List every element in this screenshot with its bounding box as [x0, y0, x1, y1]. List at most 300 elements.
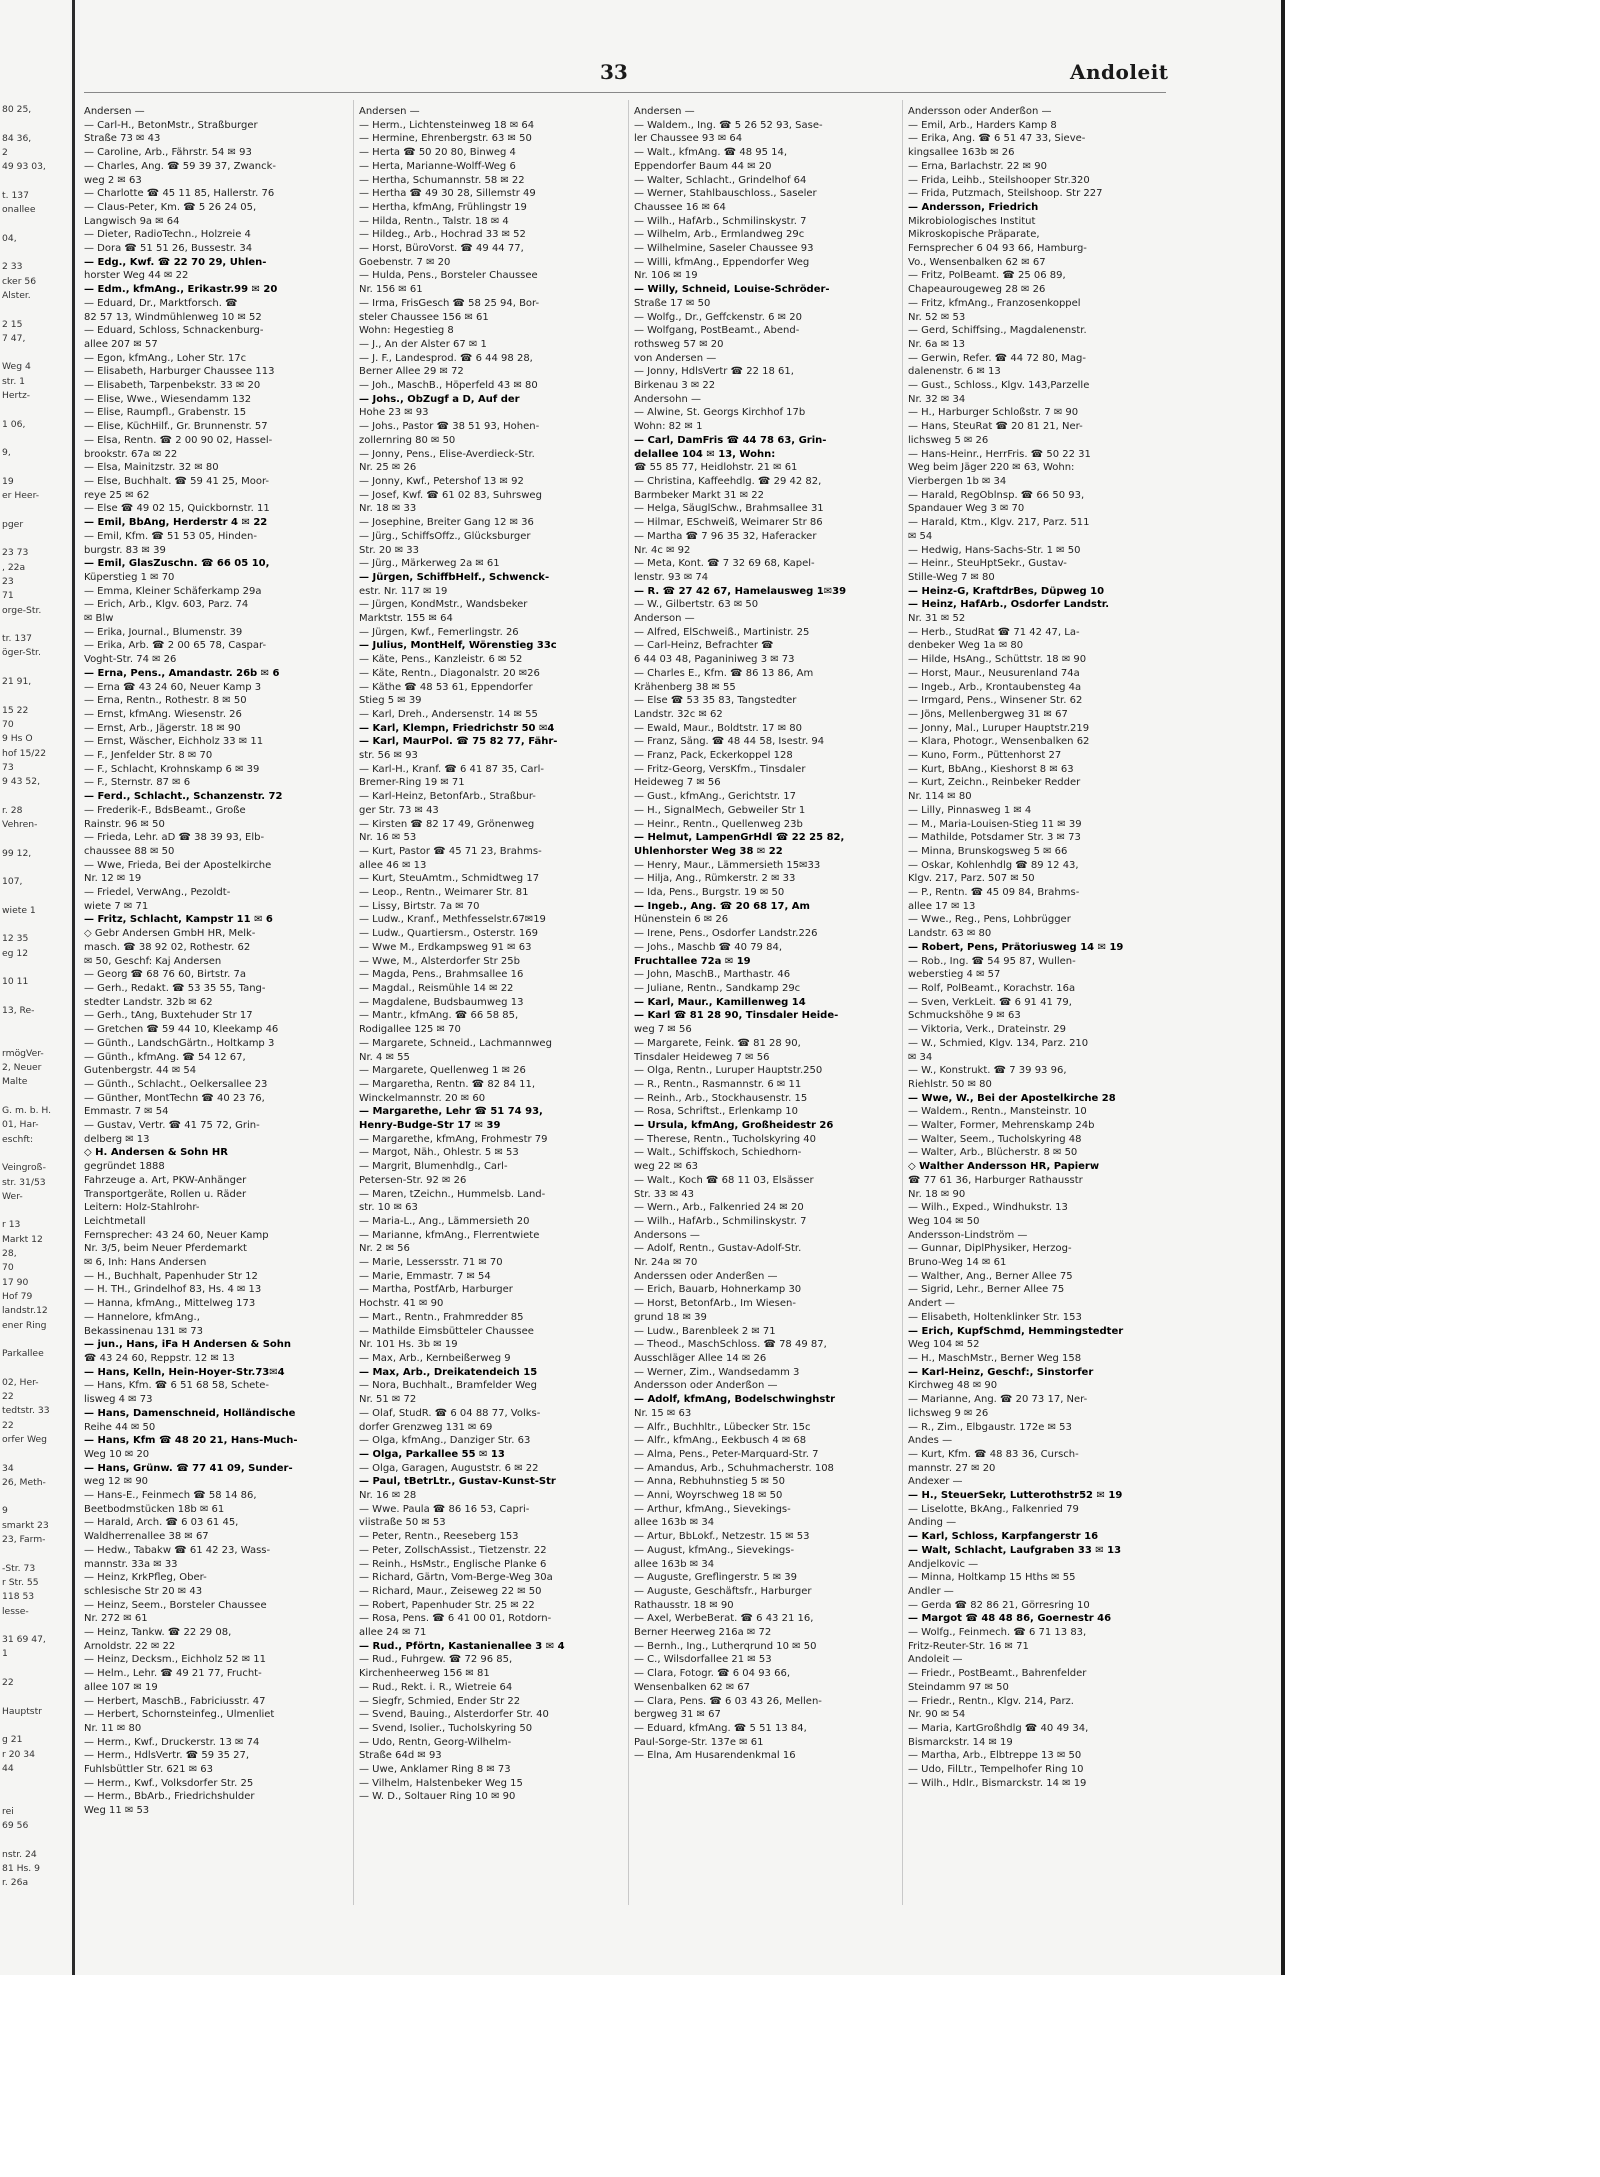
directory-entry: reye 25 ✉ 62: [84, 489, 150, 501]
directory-entry: Andersson oder Anderßon —: [908, 106, 1052, 117]
directory-entry: Andoleit —: [908, 1654, 963, 1666]
directory-entry: — Helm., Lehr. ☎ 49 21 77, Frucht-: [84, 1668, 262, 1680]
directory-entry: — Caroline, Arb., Fährstr. 54 ✉ 93: [84, 147, 252, 159]
directory-entry: ✉ 50, Geschf: Kaj Andersen: [84, 955, 222, 967]
directory-entry: schlesische Str 20 ✉ 43: [84, 1585, 203, 1597]
directory-entry: — Karl-Heinz, Geschf:, Sinstorfer: [908, 1366, 1094, 1378]
directory-entry: — Rosa, Schriftst., Erlenkamp 10: [634, 1106, 798, 1118]
directory-entry: — W., Gilbertstr. 63 ✉ 50: [634, 599, 759, 611]
directory-entry: — Herm., Kwf., Druckerstr. 13 ✉ 74: [84, 1736, 260, 1748]
directory-entry: — Emil, Arb., Harders Kamp 8: [908, 119, 1057, 131]
directory-entry: — Edg., Kwf. ☎ 22 70 29, Uhlen-: [84, 256, 267, 268]
directory-entry: — Walter, Schlacht., Grindelhof 64: [634, 174, 807, 186]
directory-entry: — Richard, Gärtn, Vom-Berge-Weg 30a: [359, 1572, 553, 1584]
gutter-fragment: 23, Farm-: [2, 1535, 46, 1545]
directory-entry: Str. 33 ✉ 43: [634, 1188, 695, 1200]
directory-entry: — Josef, Kwf. ☎ 61 02 83, Suhrsweg: [359, 489, 542, 501]
directory-entry: — Rud., Fuhrgew. ☎ 72 96 85,: [359, 1654, 513, 1666]
directory-entry: masch. ☎ 38 92 02, Rothestr. 62: [84, 941, 251, 953]
directory-entry: — Franz, Pack, Eckerkoppel 128: [634, 750, 793, 762]
directory-entry: — Oskar, Kohlenhdlg ☎ 89 12 43,: [908, 859, 1079, 871]
directory-entry: — Fritz, kfmAng., Franzosenkoppel: [908, 297, 1081, 309]
directory-entry: — Johs., Pastor ☎ 38 51 93, Hohen-: [359, 421, 540, 433]
directory-entry: — Viktoria, Verk., Drateinstr. 29: [908, 1024, 1066, 1036]
directory-entry: — Fritz, PolBeamt. ☎ 25 06 89,: [908, 270, 1066, 282]
directory-entry: — Johs., ObZugf a D, Auf der: [359, 393, 520, 405]
directory-entry: rothsweg 57 ✉ 20: [634, 338, 724, 350]
directory-entry: 82 57 13, Windmühlenweg 10 ✉ 52: [84, 311, 262, 323]
directory-entry: — Ingeb., Ang. ☎ 20 68 17, Am: [634, 900, 810, 912]
directory-entry: — Käthe ☎ 48 53 61, Eppendorfer: [359, 681, 533, 693]
directory-entry: — Martha, Arb., Elbtreppe 13 ✉ 50: [908, 1750, 1082, 1762]
directory-entry: Nr. 4 ✉ 55: [359, 1051, 410, 1063]
directory-entry: Fritz-Reuter-Str. 16 ✉ 71: [908, 1640, 1029, 1652]
directory-entry: Mikroskopische Präparate,: [908, 229, 1040, 241]
directory-entry: Andersohn —: [634, 393, 701, 405]
directory-entry: Rathausstr. 18 ✉ 90: [634, 1599, 734, 1611]
directory-entry: ◇ H. Andersen & Sohn HR: [84, 1147, 228, 1159]
directory-entry: — Kurt, Kfm. ☎ 48 83 36, Cursch-: [908, 1448, 1079, 1460]
directory-entry: — Hertha, Schumannstr. 58 ✉ 22: [359, 174, 525, 186]
directory-entry: — Olga, kfmAng., Danziger Str. 63: [359, 1435, 531, 1447]
directory-entry: — Heinz, KrkPfleg, Ober-: [84, 1572, 207, 1584]
directory-entry: — Herta ☎ 50 20 80, Binweg 4: [359, 147, 516, 159]
directory-entry: — Hannelore, kfmAng.,: [84, 1311, 200, 1323]
gutter-fragment: g 21: [2, 1735, 23, 1745]
directory-entry: — Karl, MaurPol. ☎ 75 82 77, Fähr-: [359, 736, 558, 748]
directory-entry: — R. ☎ 27 42 67, Hamelausweg 1✉39: [634, 585, 847, 597]
directory-entry: — Hans, SteuRat ☎ 20 81 21, Ner-: [908, 421, 1083, 433]
directory-entry: Barmbeker Markt 31 ✉ 22: [634, 489, 764, 501]
directory-entry: — Margot ☎ 48 48 86, Goernestr 46: [908, 1613, 1112, 1625]
directory-entry: — Helmut, LampenGrHdl ☎ 22 25 82,: [634, 832, 845, 844]
directory-entry: — Heinz, HafArb., Osdorfer Landstr.: [908, 599, 1110, 611]
directory-entry: — Julius, MontHelf, Wörenstieg 33c: [359, 640, 557, 652]
directory-entry: — Else, Buchhalt. ☎ 59 41 25, Moor-: [84, 475, 270, 487]
directory-entry: Nr. 6a ✉ 13: [908, 338, 965, 350]
directory-entry: Bekassinenau 131 ✉ 73: [84, 1325, 203, 1337]
directory-entry: Stille-Weg 7 ✉ 80: [908, 571, 995, 583]
directory-entry: von Andersen —: [634, 352, 717, 364]
gutter-fragment: 73: [2, 762, 14, 772]
directory-entry: — Karl, Schloss, Karpfangerstr 16: [908, 1531, 1099, 1543]
directory-entry: Wohn: Hegestieg 8: [359, 325, 454, 337]
directory-entry: Heideweg 7 ✉ 56: [634, 777, 721, 789]
gutter-fragment: 13, Re-: [2, 1005, 35, 1016]
gutter-fragment: 7 47,: [2, 333, 26, 343]
directory-entry: — Walt, Schlacht, Laufgraben 33 ✉ 13: [908, 1544, 1122, 1556]
directory-entry: — Herm., Kwf., Volksdorfer Str. 25: [84, 1777, 254, 1789]
directory-entry: Rodigallee 125 ✉ 70: [359, 1024, 461, 1036]
gutter-fragment: Alster.: [2, 290, 31, 301]
directory-entry: kingsallee 163b ✉ 26: [908, 147, 1015, 159]
directory-entry: Andexer —: [908, 1476, 963, 1488]
directory-entry: — Svend, Isolier., Tucholskyring 50: [359, 1722, 533, 1734]
directory-entry: — Artur, BbLokf., Netzestr. 15 ✉ 53: [634, 1531, 810, 1543]
gutter-fragment: G. m. b. H.: [2, 1106, 52, 1116]
directory-entry: — Kuno, Form., Püttenhorst 27: [908, 750, 1062, 762]
gutter-fragment: 19: [2, 476, 14, 486]
directory-entry: — Ernst, Arb., Jägerstr. 18 ✉ 90: [84, 722, 241, 734]
directory-entry: weberstieg 4 ✉ 57: [908, 969, 1001, 981]
directory-entry: Marktstr. 155 ✉ 64: [359, 613, 453, 625]
directory-entry: — W. D., Soltauer Ring 10 ✉ 90: [359, 1791, 516, 1803]
gutter-fragment: orge-Str.: [2, 605, 42, 615]
directory-entry: — Anni, Woyrschweg 18 ✉ 50: [634, 1490, 783, 1502]
directory-entry: — Alfred, ElSchweiß., Martinistr. 25: [634, 626, 810, 638]
directory-entry: Nr. 52 ✉ 53: [908, 311, 966, 323]
directory-entry: — Udo, FilLtr., Tempelhofer Ring 10: [908, 1764, 1084, 1776]
directory-entry: — Margarete, Schneid., Lachmannweg: [359, 1037, 552, 1049]
gutter-fragment: lesse-: [2, 1606, 29, 1616]
directory-entry: — Egon, kfmAng., Loher Str. 17c: [84, 352, 247, 364]
directory-entry: — Charles E., Kfm. ☎ 86 13 86, Am: [634, 667, 814, 679]
directory-entry: Vo., Wensenbalken 62 ✉ 67: [908, 256, 1046, 268]
directory-entry: lenstr. 93 ✉ 74: [634, 571, 709, 583]
gutter-fragment: cker 56: [2, 276, 37, 286]
directory-entry: weg 22 ✉ 63: [634, 1161, 699, 1173]
directory-entry: mannstr. 27 ✉ 20: [908, 1462, 996, 1474]
gutter-fragment: 1: [2, 1649, 8, 1659]
gutter-fragment: 9 43 52,: [2, 777, 40, 787]
directory-entry: — Karl-H., Kranf. ☎ 6 41 87 35, Carl-: [359, 763, 545, 775]
gutter-fragment: Hof 79: [2, 1291, 33, 1302]
gutter-fragment: 10 11: [2, 977, 29, 987]
directory-entry: — F., Schlacht, Krohnskamp 6 ✉ 39: [84, 763, 260, 775]
directory-entry: — Margarethe, kfmAng, Frohmestr 79: [359, 1133, 548, 1145]
directory-entry: — Gunnar, DiplPhysiker, Herzog-: [908, 1243, 1072, 1255]
directory-entry: — Elise, KüchHilf., Gr. Brunnenstr. 57: [84, 421, 268, 433]
gutter-fragment: 02, Her-: [2, 1377, 39, 1387]
directory-entry: Petersen-Str. 92 ✉ 26: [359, 1174, 467, 1186]
directory-entry: Bruno-Weg 14 ✉ 61: [908, 1257, 1007, 1269]
directory-entry: — Ludw., Kranf., Methfesselstr.67✉19: [359, 914, 546, 926]
gutter-fragment: r Str. 55: [2, 1577, 39, 1588]
directory-entry: — Harald, RegOblnsp. ☎ 66 50 93,: [908, 489, 1085, 501]
directory-entry: — Olga, Rentn., Luruper Hauptstr.250: [634, 1065, 823, 1077]
directory-entry: — Elisabeth, Holtenklinker Str. 153: [908, 1311, 1082, 1323]
directory-entry: — Jonny, Mal., Luruper Hauptstr.219: [908, 722, 1090, 734]
directory-entry: mannstr. 33a ✉ 33: [84, 1558, 178, 1570]
directory-entry: str. 56 ✉ 93: [359, 750, 418, 762]
gutter-fragment: 71: [2, 591, 14, 601]
directory-entry: Eppendorfer Baum 44 ✉ 20: [634, 160, 772, 172]
directory-entry: Chaussee 16 ✉ 64: [634, 201, 726, 213]
directory-entry: — Sven, VerkLeit. ☎ 6 91 41 79,: [908, 996, 1072, 1008]
directory-entry: — Rud., Pförtn, Kastanienallee 3 ✉ 4: [359, 1640, 565, 1652]
directory-entry: — Horst, BetonfArb., Im Wiesen-: [634, 1298, 796, 1310]
directory-entry: — Kurt, Pastor ☎ 45 71 23, Brahms-: [359, 845, 542, 857]
directory-entry: — Wilh., HafArb., Schmilinskystr. 7: [634, 1215, 807, 1227]
directory-entry: — M., Maria-Louisen-Stieg 11 ✉ 39: [908, 818, 1082, 830]
directory-entry: — Rolf, PolBeamt., Korachstr. 16a: [908, 983, 1076, 994]
directory-entry: chaussee 88 ✉ 50: [84, 845, 175, 857]
directory-entry: — C., Wilsdorfallee 21 ✉ 53: [634, 1654, 772, 1666]
directory-entry: ☎ 43 24 60, Reppstr. 12 ✉ 13: [84, 1352, 235, 1364]
gutter-fragment: 84 36,: [2, 133, 32, 143]
directory-entry: — Herta, Marianne-Wolff-Weg 6: [359, 160, 516, 172]
directory-entry: — Robert, Papenhuder Str. 25 ✉ 22: [359, 1599, 535, 1611]
directory-entry: — Bernh., Ing., Lutherqrund 10 ✉ 50: [634, 1640, 817, 1652]
gutter-fragment: 9,: [2, 448, 11, 458]
gutter-fragment: 28,: [2, 1249, 17, 1259]
directory-entry: delallee 104 ✉ 13, Wohn:: [634, 448, 776, 460]
directory-entry: — Martha, PostfArb, Harburger: [359, 1284, 513, 1296]
directory-entry: allee 207 ✉ 57: [84, 338, 158, 350]
gutter-fragment: tr. 137: [2, 634, 32, 644]
gutter-fragment: tedtstr. 33: [2, 1406, 50, 1416]
directory-entry: — Johs., Maschb ☎ 40 79 84,: [634, 941, 783, 953]
directory-entry: Nr. 11 ✉ 80: [84, 1722, 142, 1734]
directory-column-2: [359, 105, 621, 1905]
gutter-fragment: 22: [2, 1678, 14, 1688]
directory-entry: — Else ☎ 53 35 83, Tangstedter: [634, 695, 797, 707]
directory-entry: — Max, Arb., Dreikatendeich 15: [359, 1366, 538, 1378]
gutter-fragment: 21 91,: [2, 677, 32, 687]
directory-entry: — Karl, Klempn, Friedrichstr 50 ✉4: [359, 722, 555, 734]
directory-entry: — Marie, Lessersstr. 71 ✉ 70: [359, 1257, 503, 1269]
directory-entry: ger Str. 73 ✉ 43: [359, 804, 439, 816]
directory-entry: — Wolfg., Feinmech. ☎ 6 71 13 83,: [908, 1627, 1087, 1639]
directory-entry: — Hans, Kfm ☎ 48 20 21, Hans-Much-: [84, 1435, 298, 1447]
directory-entry: estr. Nr. 117 ✉ 19: [359, 585, 448, 597]
directory-entry: Nr. 51 ✉ 72: [359, 1394, 417, 1406]
directory-entry: — Günth., kfmAng. ☎ 54 12 67,: [84, 1051, 246, 1063]
directory-entry: weg 2 ✉ 63: [84, 174, 142, 186]
directory-entry: — Rosa, Pens. ☎ 6 41 00 01, Rotdorn-: [359, 1613, 552, 1625]
directory-entry: — Minna, Brunskogsweg 5 ✉ 66: [908, 845, 1068, 857]
page-number: 33: [600, 60, 628, 84]
directory-entry: — Gerwin, Refer. ☎ 44 72 80, Mag-: [908, 352, 1086, 364]
directory-entry: — Carl-H., BetonMstr., Straßburger: [84, 119, 258, 131]
directory-entry: ◇ Gebr Andersen GmbH HR, Melk-: [84, 928, 256, 940]
directory-entry: — Wwe. Paula ☎ 86 16 53, Capri-: [359, 1503, 530, 1515]
directory-entry: — Helga, SäuglSchw., Brahmsallee 31: [634, 503, 824, 515]
directory-entry: — Svend, Bauing., Alsterdorfer Str. 40: [359, 1709, 549, 1721]
directory-entry: — Eduard, kfmAng. ☎ 5 51 13 84,: [634, 1722, 807, 1734]
gutter-fragment: eschft:: [2, 1134, 34, 1144]
directory-entry: Tinsdaler Heideweg 7 ✉ 56: [634, 1051, 770, 1063]
directory-entry: Straße 17 ✉ 50: [634, 297, 711, 309]
directory-entry: — Hertha ☎ 49 30 28, Sillemstr 49: [359, 188, 536, 200]
directory-entry: — Wilh., Exped., Windhukstr. 13: [908, 1202, 1068, 1214]
directory-entry: — Heinz-G, KraftdrBes, Düpweg 10: [908, 585, 1105, 597]
directory-entry: — Elise, Wwe., Wiesendamm 132: [84, 393, 252, 405]
directory-entry: — Heinz, Tankw. ☎ 22 29 08,: [84, 1627, 232, 1639]
directory-entry: Langwisch 9a ✉ 64: [84, 215, 180, 227]
gutter-fragment: Parkallee: [2, 1349, 44, 1359]
directory-entry: delberg ✉ 13: [84, 1133, 150, 1145]
directory-entry: — Herb., StudRat ☎ 71 42 47, La-: [908, 626, 1080, 638]
gutter-fragment: 04,: [2, 233, 17, 243]
directory-entry: — Erich, Arb., Klgv. 603, Parz. 74: [84, 599, 249, 611]
directory-entry: — Erna, Rentn., Rothestr. 8 ✉ 50: [84, 695, 247, 707]
directory-entry: Nr. 16 ✉ 53: [359, 832, 417, 844]
binding-line: [72, 0, 75, 1975]
directory-entry: — Elisabeth, Harburger Chaussee 113: [84, 366, 275, 378]
directory-entry: — Kurt, Zeichn., Reinbeker Redder: [908, 777, 1081, 789]
directory-column-4: [908, 105, 1170, 1905]
directory-entry: — Carl, DamFris ☎ 44 78 63, Grin-: [634, 434, 827, 446]
directory-entry: — Margarete, Quellenweg 1 ✉ 26: [359, 1065, 526, 1077]
directory-entry: — Maria, KartGroßhdlg ☎ 40 49 34,: [908, 1722, 1089, 1734]
directory-entry: — Adolf, Rentn., Gustav-Adolf-Str.: [634, 1243, 802, 1255]
directory-entry: — H., Buchhalt, Papenhuder Str 12: [84, 1270, 258, 1282]
directory-entry: Nr. 272 ✉ 61: [84, 1613, 148, 1625]
directory-entry: Andes —: [908, 1435, 953, 1447]
directory-entry: — Herbert, Schornsteinfeg., Ulmenliet: [84, 1709, 275, 1721]
directory-entry: Berner Heerweg 216a ✉ 72: [634, 1627, 772, 1639]
directory-entry: — Jürg., Märkerweg 2a ✉ 61: [359, 558, 500, 570]
directory-entry: — Eduard, Schloss, Schnackenburg-: [84, 325, 264, 337]
directory-entry: — Charles, Ang. ☎ 59 39 37, Zwanck-: [84, 160, 277, 172]
directory-entry: — Christina, Kaffeehdlg. ☎ 29 42 82,: [634, 475, 822, 487]
gutter-fragment: Vehren-: [2, 820, 38, 830]
directory-entry: — Olaf, StudR. ☎ 6 04 88 77, Volks-: [359, 1407, 541, 1419]
directory-entry: — Mart., Rentn., Frahmredder 85: [359, 1311, 524, 1323]
directory-entry: — Karl, Dreh., Andersenstr. 14 ✉ 55: [359, 708, 538, 720]
directory-entry: — Theod., MaschSchloss. ☎ 78 49 87,: [634, 1339, 827, 1351]
directory-entry: — Lilly, Pinnasweg 1 ✉ 4: [908, 804, 1032, 816]
directory-entry: — Käte, Rentn., Diagonalstr. 20 ✉26: [359, 667, 540, 679]
directory-entry: — Charlotte ☎ 45 11 85, Hallerstr. 76: [84, 188, 275, 200]
directory-entry: Andersson-Lindström —: [908, 1229, 1028, 1241]
directory-entry: steler Chaussee 156 ✉ 61: [359, 311, 489, 323]
directory-entry: — Eduard, Dr., Marktforsch. ☎: [84, 297, 238, 309]
directory-entry: Anderson —: [634, 613, 695, 625]
directory-entry: — Mathilde Eimsbütteler Chaussee: [359, 1325, 534, 1337]
directory-entry: — Harald, Arch. ☎ 6 03 61 45,: [84, 1517, 239, 1529]
directory-entry: Andersson oder Anderßon —: [634, 1380, 778, 1392]
directory-entry: — Wwe M., Erdkampsweg 91 ✉ 63: [359, 941, 532, 953]
directory-entry: — Fritz, Schlacht, Kampstr 11 ✉ 6: [84, 914, 273, 926]
directory-entry: Wensenbalken 62 ✉ 67: [634, 1681, 751, 1693]
directory-entry: — Emil, Kfm. ☎ 51 53 05, Hinden-: [84, 530, 257, 542]
running-head: Andoleit: [1070, 60, 1169, 84]
directory-entry: — Dora ☎ 51 51 26, Bussestr. 34: [84, 243, 253, 255]
directory-entry: — Kirsten ☎ 82 17 49, Grönenweg: [359, 818, 535, 830]
gutter-fragment: rei: [2, 1806, 14, 1816]
gutter-fragment: 69 56: [2, 1821, 29, 1831]
gutter-fragment: 118 53: [2, 1592, 35, 1602]
directory-entry: — Jürgen, SchiffbHelf., Schwenck-: [359, 571, 550, 583]
directory-entry: — Hans-E., Feinmech ☎ 58 14 86,: [84, 1490, 257, 1502]
directory-entry: — Carl-Heinz, Befrachter ☎: [634, 640, 774, 652]
directory-entry: — Margaretha, Rentn. ☎ 82 84 11,: [359, 1078, 536, 1090]
directory-entry: — Harald, Ktm., Klgv. 217, Parz. 511: [908, 517, 1090, 529]
directory-entry: — Siegfr, Schmied, Ender Str 22: [359, 1695, 521, 1707]
directory-entry: Anderssen oder Anderßen —: [634, 1270, 778, 1282]
directory-entry: — Karl, Maur., Kamillenweg 14: [634, 996, 806, 1008]
directory-entry: Reihe 44 ✉ 50: [84, 1421, 156, 1433]
directory-entry: Nr. 90 ✉ 54: [908, 1709, 966, 1721]
directory-entry: Nr. 4c ✉ 92: [634, 544, 691, 556]
directory-entry: — R., Zim., Elbgaustr. 172e ✉ 53: [908, 1421, 1072, 1433]
gutter-fragment: eg 12: [2, 948, 29, 958]
directory-entry: Nr. 114 ✉ 80: [908, 791, 972, 803]
directory-entry: — Karl ☎ 81 28 90, Tinsdaler Heide-: [634, 1010, 839, 1022]
directory-entry: — Wern., Arb., Falkenried 24 ✉ 20: [634, 1202, 804, 1214]
directory-entry: — Günth., LandschGärtn., Holtkamp 3: [84, 1037, 275, 1049]
directory-entry: viistraße 50 ✉ 53: [359, 1517, 446, 1529]
directory-entry: — W., Konstrukt. ☎ 7 39 93 96,: [908, 1065, 1067, 1077]
directory-entry: wiete 7 ✉ 71: [84, 900, 149, 912]
directory-entry: — Horst, Maur., Neusurenland 74a: [908, 667, 1080, 679]
directory-entry: — Margrit, Blumenhdlg., Carl-: [359, 1161, 508, 1173]
directory-entry: — Liselotte, BkAng., Falkenried 79: [908, 1503, 1079, 1515]
directory-entry: ☎ 55 85 77, Heidlohstr. 21 ✉ 61: [634, 462, 798, 474]
gutter-fragment: landstr.12: [2, 1306, 48, 1316]
directory-entry: — Emil, GlasZuschn. ☎ 66 05 10,: [84, 558, 270, 570]
directory-entry: — H., MaschMstr., Berner Weg 158: [908, 1352, 1082, 1364]
directory-entry: — Klara, Photogr., Wensenbalken 62: [908, 736, 1090, 748]
directory-entry: — Alma, Pens., Peter-Marquard-Str. 7: [634, 1448, 819, 1460]
directory-entry: Berner Allee 29 ✉ 72: [359, 366, 464, 378]
directory-entry: Voght-Str. 74 ✉ 26: [84, 654, 177, 666]
directory-entry: Andert —: [908, 1298, 955, 1310]
directory-entry: — Jonny, Kwf., Petershof 13 ✉ 92: [359, 475, 524, 487]
directory-entry: — Wilh., Hdlr., Bismarckstr. 14 ✉ 19: [908, 1777, 1087, 1789]
gutter-fragment: str. 1: [2, 376, 26, 386]
directory-entry: — Therese, Rentn., Tucholskyring 40: [634, 1133, 817, 1145]
directory-entry: Rainstr. 96 ✉ 50: [84, 818, 165, 830]
directory-entry: — Walt., Koch ☎ 68 11 03, Elsässer: [634, 1174, 814, 1186]
column-separator: [353, 100, 354, 1905]
gutter-fragment: ener Ring: [2, 1320, 47, 1330]
directory-entry: Nr. 15 ✉ 63: [634, 1407, 692, 1419]
directory-entry: — Heinr., SteuHptSekr., Gustav-: [908, 558, 1067, 570]
gutter-fragment: 80 25,: [2, 105, 32, 115]
directory-entry: Leitern: Holz-Stahlrohr-: [84, 1202, 200, 1214]
directory-entry: — Erna, Pens., Amandastr. 26b ✉ 6: [84, 667, 280, 679]
gutter-fragment: 23 73: [2, 548, 29, 558]
directory-entry: — Ludw., Barenbleek 2 ✉ 71: [634, 1325, 776, 1337]
directory-entry: — Fritz-Georg, VersKfm., Tinsdaler: [634, 763, 806, 775]
directory-entry: — Jürgen, KondMstr., Wandsbeker: [359, 599, 528, 611]
directory-entry: — Olga, Parkallee 55 ✉ 13: [359, 1448, 505, 1460]
directory-entry: — Andersson, Friedrich: [908, 201, 1039, 213]
directory-entry: — Amandus, Arb., Schuhmacherstr. 108: [634, 1462, 834, 1474]
directory-entry: — Hermine, Ehrenbergstr. 63 ✉ 50: [359, 133, 532, 145]
gutter-fragment: 12 35: [2, 934, 29, 944]
directory-entry: — Hedwig, Hans-Sachs-Str. 1 ✉ 50: [908, 544, 1081, 556]
directory-entry: Krähenberg 38 ✉ 55: [634, 681, 736, 693]
directory-entry: bergweg 31 ✉ 67: [634, 1709, 721, 1721]
directory-entry: — Friedr., Rentn., Klgv. 214, Parz.: [908, 1695, 1074, 1707]
directory-entry: — Jürgen, Kwf., Femerlingstr. 26: [359, 626, 519, 638]
directory-entry: — Wilhelmine, Saseler Chaussee 93: [634, 243, 814, 255]
column-separator: [628, 100, 629, 1905]
gutter-fragment: 15 22: [2, 705, 29, 715]
directory-entry: Weg beim Jäger 220 ✉ 63, Wohn:: [908, 462, 1075, 474]
directory-entry: — Maria-L., Ang., Lämmersieth 20: [359, 1215, 530, 1227]
directory-entry: Weg 104 ✉ 52: [908, 1339, 980, 1351]
directory-entry: — F., Sternstr. 87 ✉ 6: [84, 777, 191, 789]
directory-entry: Hohe 23 ✉ 93: [359, 407, 429, 419]
directory-entry: — Erich, Bauarb, Hohnerkamp 30: [634, 1284, 802, 1296]
directory-entry: — Meta, Kont. ☎ 7 32 69 68, Kapel-: [634, 558, 815, 570]
directory-entry: Weg 104 ✉ 50: [908, 1215, 980, 1227]
gutter-fragment: r. 28: [2, 805, 23, 815]
directory-entry: — Marie, Emmastr. 7 ✉ 54: [359, 1270, 491, 1282]
directory-entry: Nr. 18 ✉ 33: [359, 503, 417, 515]
directory-entry: Birkenau 3 ✉ 22: [634, 380, 716, 392]
directory-entry: — Alfr., kfmAng., Eekbusch 4 ✉ 68: [634, 1435, 807, 1447]
directory-entry: Bismarckstr. 14 ✉ 19: [908, 1736, 1013, 1748]
directory-entry: — H. TH., Grindelhof 83, Hs. 4 ✉ 13: [84, 1284, 262, 1296]
directory-entry: Andersen —: [84, 106, 145, 117]
gutter-fragment: , 22a: [2, 562, 26, 572]
